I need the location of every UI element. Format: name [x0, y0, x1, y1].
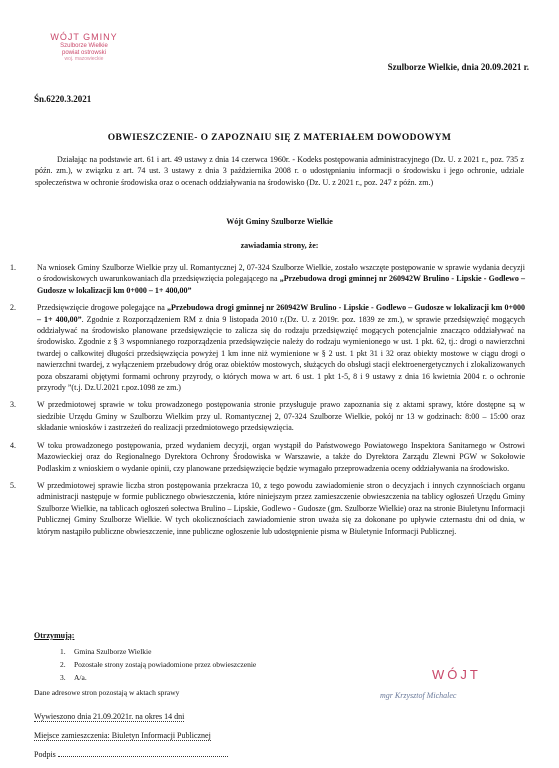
- list-item: [10, 399, 525, 433]
- recipient-name: Gmina Szulborze Wielkie: [74, 647, 152, 656]
- item-text: W przedmiotowej sprawie w toku prowadzonego postępowania stronie przysługuje prawo zapoznania się z aktami sprawy, które dostępne są w siedzibie Urzędu Gminy w Szulborzu Wielkim przy ul. Romantycznej 2, 07-324 Szulborze Wielkie, pokój nr 13 w godzinach: 8:00 – 15:00 oraz składanie wniosków i zastrzeżeń do realizacji przedmiotowego przedsięwzięcia.: [37, 400, 525, 433]
- intro-paragraph: Działając na podstawie art. 61 i art. 49 ustawy z dnia 14 czerwca 1960r. - Kodeks postępowania administracyjnego (Dz. U. z 2021 r., poz. 735 z późn. zm.), w związku z art. 74 ust. 3 ustawy z dnia 3 października 2008 r. o udostępnianiu informacji o środowisku i jego ochronie, udziale społeczeństwa w ochronie środowiska oraz o ocenach oddziaływania na środowisko (Dz. U. z 2021 r., poz. 247 z późn. zm.): [35, 155, 524, 187]
- recipient-name: A/a.: [74, 673, 87, 682]
- signature-name: mgr Krzysztof Michalec: [380, 691, 457, 700]
- item-bold-text: „Przebudowa drogi gminnej nr 260942W Brulino - Lipskie - Godlewo – Gudosze w lokalizacji km 0+000 – 1+ 400,00”: [37, 303, 526, 324]
- recipient-number: 1.: [60, 647, 66, 656]
- stamp-line-3: powiat ostrowski: [61, 50, 106, 56]
- recipient-name: Pozostałe strony zostają powiadomione przez obwieszczenie: [74, 660, 257, 669]
- publication-place-text: Miejsce zamieszczenia: Biuletyn Informacji Publicznej: [34, 731, 211, 740]
- item-text: Przedsięwzięcie drogowe polegające na: [37, 303, 167, 313]
- numbered-points: [10, 262, 525, 543]
- list-item: [60, 645, 256, 658]
- signature-line: [34, 750, 244, 759]
- list-item: [10, 440, 525, 474]
- authority-name: Wójt Gminy Szulborze Wielkie: [226, 217, 333, 226]
- item-number: 2.: [10, 303, 16, 313]
- item-text-tail: . Zgodnie z Rozporządzeniem RM z dnia 9 listopada 2010 r.(Dz. U. z 2019r. poz. 1839 ze zm.), w sprawie przedsięwzięć mogących oddziaływać na środowisko planowane przedsięwzięcie to zalicza się do rodzaju przedsięwzięć mogących potencjalnie znacząco oddziaływać na środowisko. Zgodnie z § 3 wspomnianego rozporządzenia przedsięwzięcie należy do rodzaju wymienionego w ust. 1 pkt. 62, tj.: drogi o nawierzchni twardej o całkowitej długości przedsięwzięcia powyżej 1 km inne niż wymienione w § 2 ust. 1 pkt 31 i 32 oraz obiekty mostowe w ciągu drogi o nawierzchni twardej, z wyłączeniem przebudowy dróg oraz obiektów mostowych, służących do obsługi stacji elektroenergetycznych i zlokalizowanych poza obszarami objętymi formami ochrony przyrody, o których mowa w art. 6 ust. 1 pkt 1-5, 8 i 9 ustawy z dnia 16 kwietnia 2004 r. o ochronie przyrody ”(t.j. Dz.U.2021 r.poz.1098 ze zm.): [37, 314, 526, 393]
- item-text: Na wniosek Gminy Szulborze Wielkie przy ul. Romantycznej 2, 07-324 Szulborze Wielkie, zostało wszczęte postępowanie w sprawie wydania decyzji o środowiskowych uwarunkowaniach dla przedsięwzięcia polegającego na: [37, 263, 525, 284]
- publication-place-line: [34, 731, 211, 741]
- stamp-line-4: woj. mazowieckie: [64, 56, 104, 62]
- recipient-number: 3.: [60, 673, 66, 682]
- list-item: [10, 302, 525, 393]
- posted-line: [34, 712, 184, 722]
- posted-text: Wywieszono dnia 21.09.2021r. na okres 14 dni: [34, 712, 185, 721]
- item-text: W przedmiotowej sprawie liczba stron postępowania przekracza 10, z tego powodu zawiadomienie stron o decyzjach i innych czynnościach organu administracji następuje w formie publicznego obwieszczenia, które niniejszym przez zamieszczenie obwieszczenia na tablicy ogłoszeń Urzędu Gminy Szulborze Wielkie, na tablicach ogłoszeń sołectwa Brulino – Lipskie, Godlewo - Gudosze (gm. Szulborze Wielkie) oraz na stronie Biuletynu Informacji Publicznej Gminy Szulborze Wielkie. W tych okolicznościach zawiadomienie stron uważa się za dokonane po upływie czternastu dni od dnia, w którym nastąpiło publiczne obwieszczenie, inne publiczne ogłoszenie lub udostępnienie pisma w Biuletynie Informacji Publicznej.: [37, 480, 525, 536]
- item-text: W toku prowadzonego postępowania, przed wydaniem decyzji, organ wystąpił do Państwowego Powiatowego Inspektora Sanitarnego w Ostrowi Mazowieckiej oraz do Regionalnego Dyrektora Ochrony Środowiska w Warszawie, a także do Dyrektora Zarządu Zlewni PGW w Sokołowie Podlaskim z wnioskiem o wydanie opinii, czy planowane przedsięwzięcie będzie wymagało przeprowadzenia oceny oddziaływania na środowisko.: [37, 440, 525, 473]
- recipients-note: Dane adresowe stron pozostają w aktach sprawy: [34, 688, 180, 697]
- reference-number: Śn.6220.3.2021: [34, 94, 92, 104]
- list-item: [10, 262, 525, 296]
- recipients-title: Otrzymują:: [34, 631, 75, 640]
- document-title: OBWIESZCZENIE- O ZAPOZNAIU SIĘ Z MATERIAŁEM DOWODOWYM: [107, 133, 452, 143]
- recipient-number: 2.: [60, 660, 66, 669]
- signature-label: Podpis: [34, 750, 56, 759]
- item-number: 5.: [10, 480, 16, 490]
- item-number: 3.: [10, 400, 16, 410]
- list-item: [10, 480, 525, 537]
- place-and-date: Szulborze Wielkie, dnia 20.09.2021 r.: [387, 62, 529, 72]
- notifies-line: zawiadamia strony, że:: [240, 241, 319, 250]
- item-bold-text: „Przebudowa drogi gminnej nr 260942W Brulino - Lipskie - Godlewo – Gudosze w lokalizacji km 0+000 – 1+ 400,00”: [37, 274, 526, 295]
- stamp-line-2: Szulborze Wielkie: [60, 43, 108, 49]
- stamp-line-1: WÓJT GMINY: [50, 32, 118, 42]
- list-item: [60, 658, 256, 671]
- office-stamp: [34, 33, 134, 62]
- item-number: 4.: [10, 440, 16, 450]
- signature-block: [380, 667, 510, 707]
- list-item: [60, 671, 256, 684]
- signature-title: WÓJT: [432, 667, 481, 682]
- item-number: 1.: [10, 263, 16, 272]
- recipients-list: [60, 645, 256, 684]
- signature-dots: [58, 756, 228, 757]
